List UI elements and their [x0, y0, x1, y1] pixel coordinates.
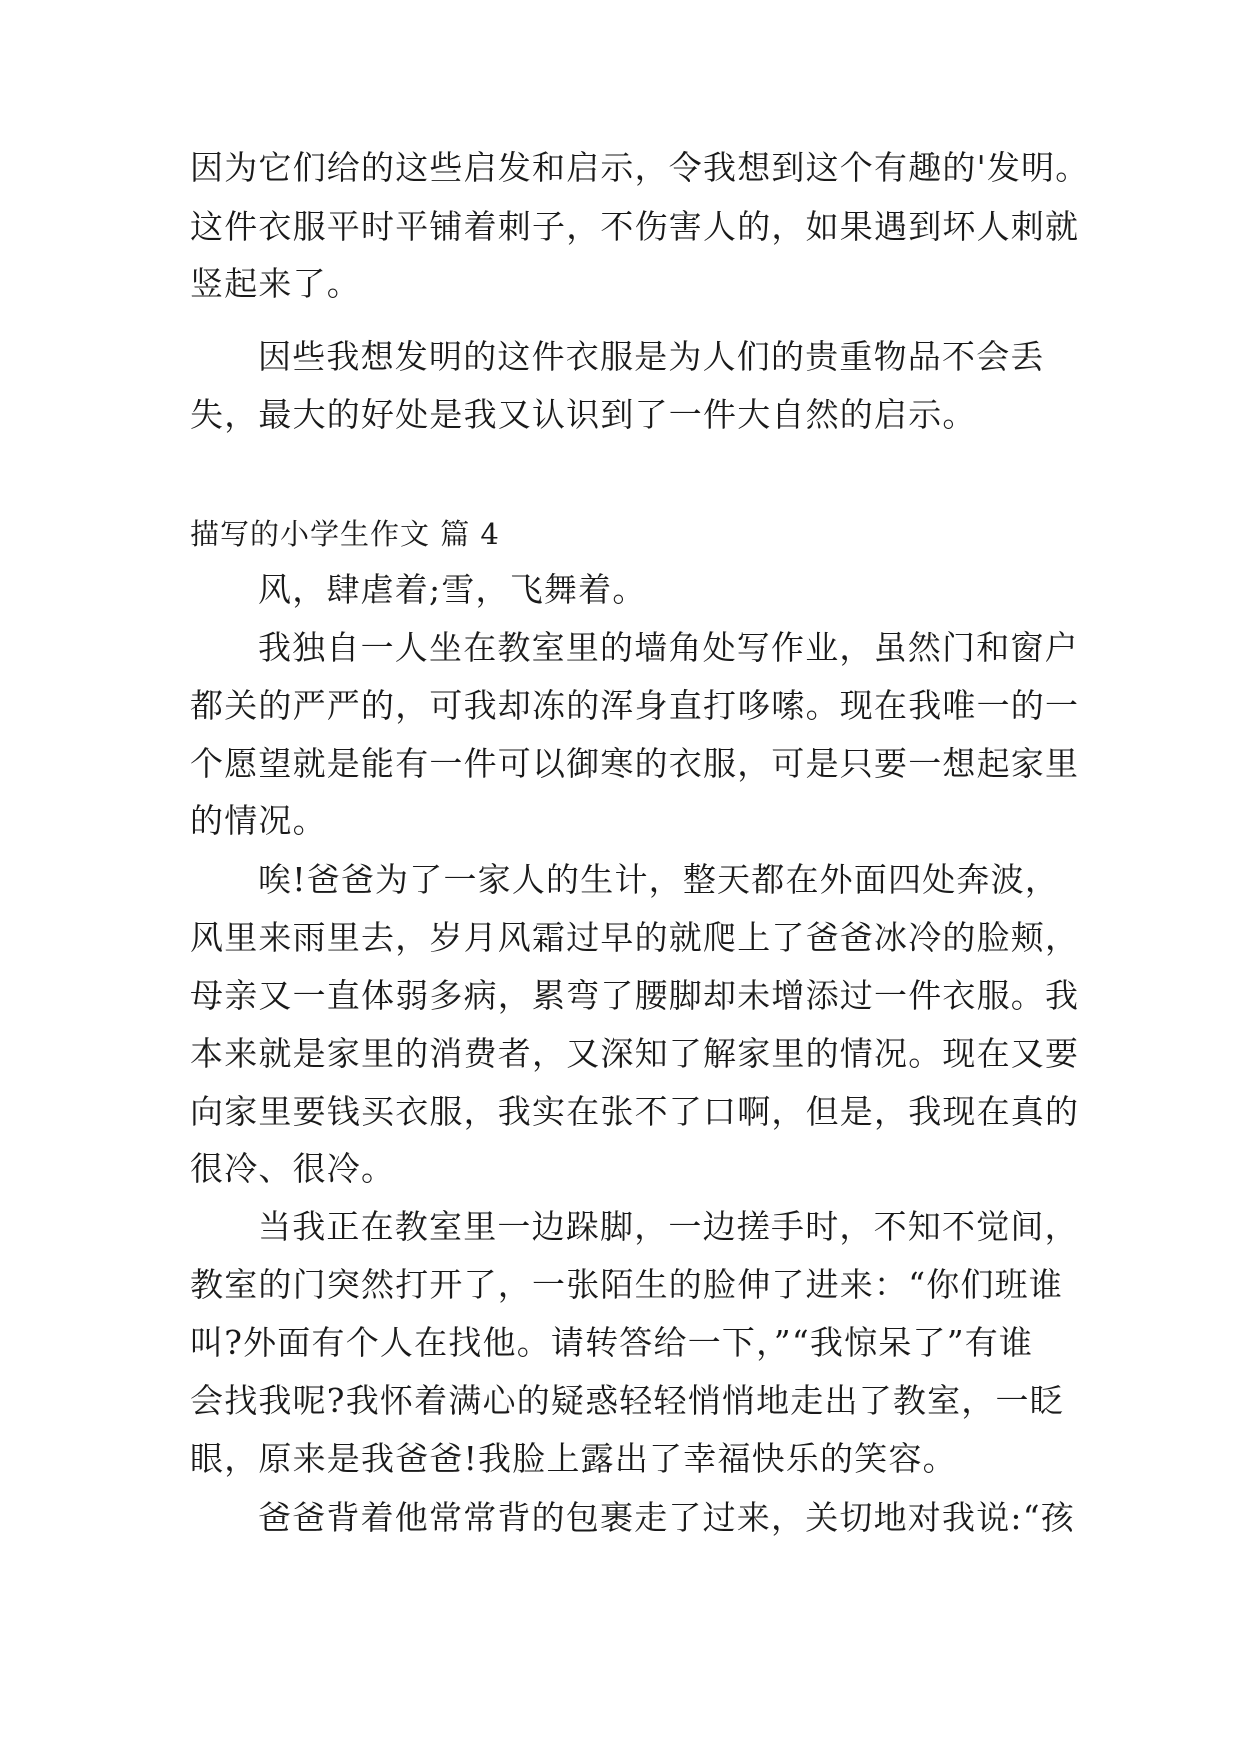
- paragraph-line: 教室的门突然打开了，一张陌生的脸伸了进来：“你们班谁: [190, 1265, 1064, 1304]
- paragraph-line: 眼，原来是我爸爸!我脸上露出了幸福快乐的笑容。: [190, 1439, 957, 1478]
- paragraph-line: 爸爸背着他常常背的包裹走了过来，关切地对我说:“孩: [258, 1498, 1075, 1537]
- paragraph-line: 风里来雨里去，岁月风霜过早的就爬上了爸爸冰冷的脸颊，: [190, 918, 1080, 957]
- paragraph-line: 唉!爸爸为了一家人的生计，整天都在外面四处奔波，: [258, 860, 1060, 899]
- paragraph-line: 叫?外面有个人在找他。请转答给一下，”“我惊呆了”有谁: [190, 1323, 1034, 1362]
- paragraph-line: 风，肆虐着;雪，飞舞着。: [258, 570, 647, 609]
- paragraph-line: 很冷、很冷。: [190, 1149, 396, 1188]
- paragraph-line: 我独自一人坐在教室里的墙角处写作业，虽然门和窗户: [258, 628, 1079, 667]
- section-title: 描写的小学生作文 篇 4: [190, 517, 500, 551]
- paragraph-line: 个愿望就是能有一件可以御寒的衣服，可是只要一想起家里: [190, 744, 1080, 783]
- paragraph-line: 都关的严严的，可我却冻的浑身直打哆嗦。现在我唯一的一: [190, 686, 1080, 725]
- paragraph-line: 的情况。: [190, 801, 327, 840]
- paragraph-line: 母亲又一直体弱多病，累弯了腰脚却未增添过一件衣服。我: [190, 976, 1080, 1015]
- paragraph-line: 因些我想发明的这件衣服是为人们的贵重物品不会丢: [258, 337, 1045, 376]
- paragraph-line: 向家里要钱买衣服，我实在张不了口啊，但是，我现在真的: [190, 1092, 1080, 1131]
- paragraph-line: 本来就是家里的消费者，又深知了解家里的情况。现在又要: [190, 1034, 1080, 1073]
- paragraph-line: 失，最大的好处是我又认识到了一件大自然的启示。: [190, 395, 977, 434]
- paragraph-line: 这件衣服平时平铺着刺子，不伤害人的，如果遇到坏人刺就: [190, 207, 1080, 246]
- paragraph-line: 当我正在教室里一边跺脚，一边搓手时，不知不觉间，: [258, 1207, 1079, 1246]
- paragraph-line: 因为它们给的这些启发和启示，令我想到这个有趣的'发明。: [190, 148, 1090, 187]
- paragraph-line: 竖起来了。: [190, 264, 361, 303]
- paragraph-line: 会找我呢?我怀着满心的疑惑轻轻悄悄地走出了教室，一眨: [190, 1381, 1064, 1420]
